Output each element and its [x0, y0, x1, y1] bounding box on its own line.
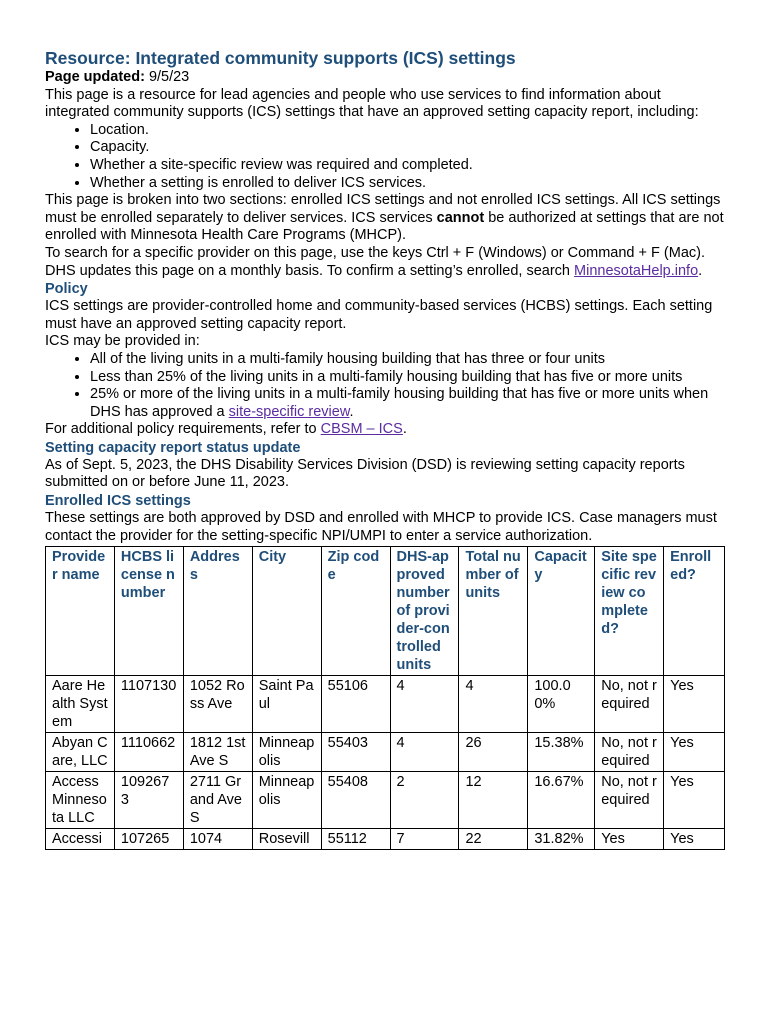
list-item: • Location.	[90, 122, 725, 140]
policy-item3-text: 25% or more of the living units in a multi-family housing building that has five or more units when DHS has approved a	[90, 386, 709, 420]
table-cell: 2711 Grand Ave S	[183, 772, 252, 829]
status-paragraph: As of Sept. 5, 2023, the DHS Disability Services Division (DSD) is reviewing setting capacity reports submitted on or before June 11, 2023.	[45, 456, 685, 491]
updated-date: 9/5/23	[148, 69, 190, 85]
list-item: • Whether a setting is enrolled to deliver ICS services.	[90, 175, 725, 193]
intro-paragraph: This page is a resource for lead agencies and people who use services to find information about integrated community supports (ICS) settings that have an approved setting capacity report, including:	[45, 86, 699, 121]
table-cell: Abyan Care, LLC	[46, 733, 115, 772]
update-after: .	[698, 262, 703, 279]
table-cell: 4	[459, 676, 528, 733]
table-cell: 1107130	[114, 676, 183, 733]
enrolled-heading: Enrolled ICS settings	[45, 493, 191, 510]
table-cell: Saint Paul	[252, 676, 321, 733]
refer-after: .	[402, 421, 407, 438]
update-paragraph	[45, 263, 725, 281]
policy-heading: Policy	[45, 281, 88, 298]
table-cell: 22	[459, 829, 528, 850]
cannot-emphasis: cannot	[436, 209, 485, 226]
table-cell: 100.00%	[528, 676, 595, 733]
column-header: HCBS license number	[114, 547, 183, 676]
table-cell: 55112	[321, 829, 390, 850]
updated-label: Page updated:	[45, 69, 145, 85]
table-cell: 55106	[321, 676, 390, 733]
list-item: • All of the living units in a multi-family housing building that has three or four units	[90, 351, 725, 369]
table-row	[46, 772, 725, 829]
column-header: Address	[183, 547, 252, 676]
policy-provided-in: ICS may be provided in:	[45, 333, 200, 350]
table-cell: Minneapolis	[252, 733, 321, 772]
table-header-row	[46, 547, 725, 676]
table-cell: 107265	[114, 829, 183, 850]
table-cell: 4	[390, 733, 459, 772]
search-paragraph: To search for a specific provider on this page, use the keys Ctrl + F (Windows) or Command + F (Mac).	[45, 244, 705, 261]
page-updated	[45, 69, 725, 87]
list-item	[90, 386, 725, 421]
column-header: Provider name	[46, 547, 115, 676]
table-cell: 12	[459, 772, 528, 829]
enrolled-settings-table	[45, 546, 725, 850]
policy-list	[45, 351, 725, 421]
table-cell: No, not required	[595, 772, 664, 829]
column-header: Enrolled?	[664, 547, 725, 676]
column-header: Zip code	[321, 547, 390, 676]
column-header: Site specific review completed?	[595, 547, 664, 676]
table-cell: 1812 1st Ave S	[183, 733, 252, 772]
table-cell: Minneapolis	[252, 772, 321, 829]
table-cell: 2	[390, 772, 459, 829]
intro-list	[45, 122, 725, 192]
table-cell: No, not required	[595, 733, 664, 772]
site-specific-review-link[interactable]: site-specific review	[228, 403, 350, 420]
list-item: • Less than 25% of the living units in a multi-family housing building that has five or more units	[90, 369, 725, 387]
table-row	[46, 829, 725, 850]
document-page	[45, 47, 725, 850]
list-item: • Whether a site-specific review was required and completed.	[90, 157, 725, 175]
table-cell: 1110662	[114, 733, 183, 772]
table-cell: 4	[390, 676, 459, 733]
table-cell: 7	[390, 829, 459, 850]
table-cell: Rosevill	[252, 829, 321, 850]
table-cell: No, not required	[595, 676, 664, 733]
table-cell: Yes	[664, 676, 725, 733]
table-cell: 26	[459, 733, 528, 772]
table-cell: 55408	[321, 772, 390, 829]
table-cell: Yes	[664, 829, 725, 850]
status-heading: Setting capacity report status update	[45, 439, 301, 456]
table-cell: Yes	[664, 733, 725, 772]
minnesotahelp-link[interactable]: MinnesotaHelp.info	[574, 262, 699, 279]
column-header: Capacity	[528, 547, 595, 676]
table-cell: 1052 Ross Ave	[183, 676, 252, 733]
cbsm-ics-link[interactable]: CBSM – ICS	[320, 421, 403, 438]
update-text: DHS updates this page on a monthly basis. To confirm a setting’s enrolled, search	[45, 262, 575, 279]
table-cell: 31.82%	[528, 829, 595, 850]
table-cell: 1092673	[114, 772, 183, 829]
list-item: • Capacity.	[90, 139, 725, 157]
table-cell: Yes	[595, 829, 664, 850]
table-cell: 1074	[183, 829, 252, 850]
sections-paragraph	[45, 192, 725, 245]
table-cell: 16.67%	[528, 772, 595, 829]
sections-text: This page is broken into two sections: enrolled ICS settings and not enrolled ICS settings. All ICS settings must be enrolled separately to deliver services. ICS services	[45, 192, 721, 226]
sections-text-after: be authorized at settings that are not enrolled with Minnesota Health Care Programs (MHCP).	[45, 209, 724, 244]
refer-text: For additional policy requirements, refer to	[45, 421, 321, 438]
page-title: Resource: Integrated community supports (ICS) settings	[45, 48, 516, 68]
table-cell: 55403	[321, 733, 390, 772]
table-cell: Access Minnesota LLC	[46, 772, 115, 829]
table-row	[46, 676, 725, 733]
policy-paragraph: ICS settings are provider-controlled home and community-based services (HCBS) settings. Each setting must have an approved setting capacity report.	[45, 298, 713, 332]
table-cell: Accessi	[46, 829, 115, 850]
enrolled-paragraph: These settings are both approved by DSD and enrolled with MHCP to provide ICS. Case managers must contact the provider for the setting-specific NPI/UMPI to enter a service authorization.	[45, 510, 717, 544]
table-cell: Aare Health System	[46, 676, 115, 733]
column-header: Total number of units	[459, 547, 528, 676]
column-header: City	[252, 547, 321, 676]
policy-item3-after: .	[349, 403, 354, 420]
table-cell: 15.38%	[528, 733, 595, 772]
table-row	[46, 733, 725, 772]
column-header: DHS-approved number of provider-controlled units	[390, 547, 459, 676]
table-cell: Yes	[664, 772, 725, 829]
refer-paragraph	[45, 421, 725, 439]
